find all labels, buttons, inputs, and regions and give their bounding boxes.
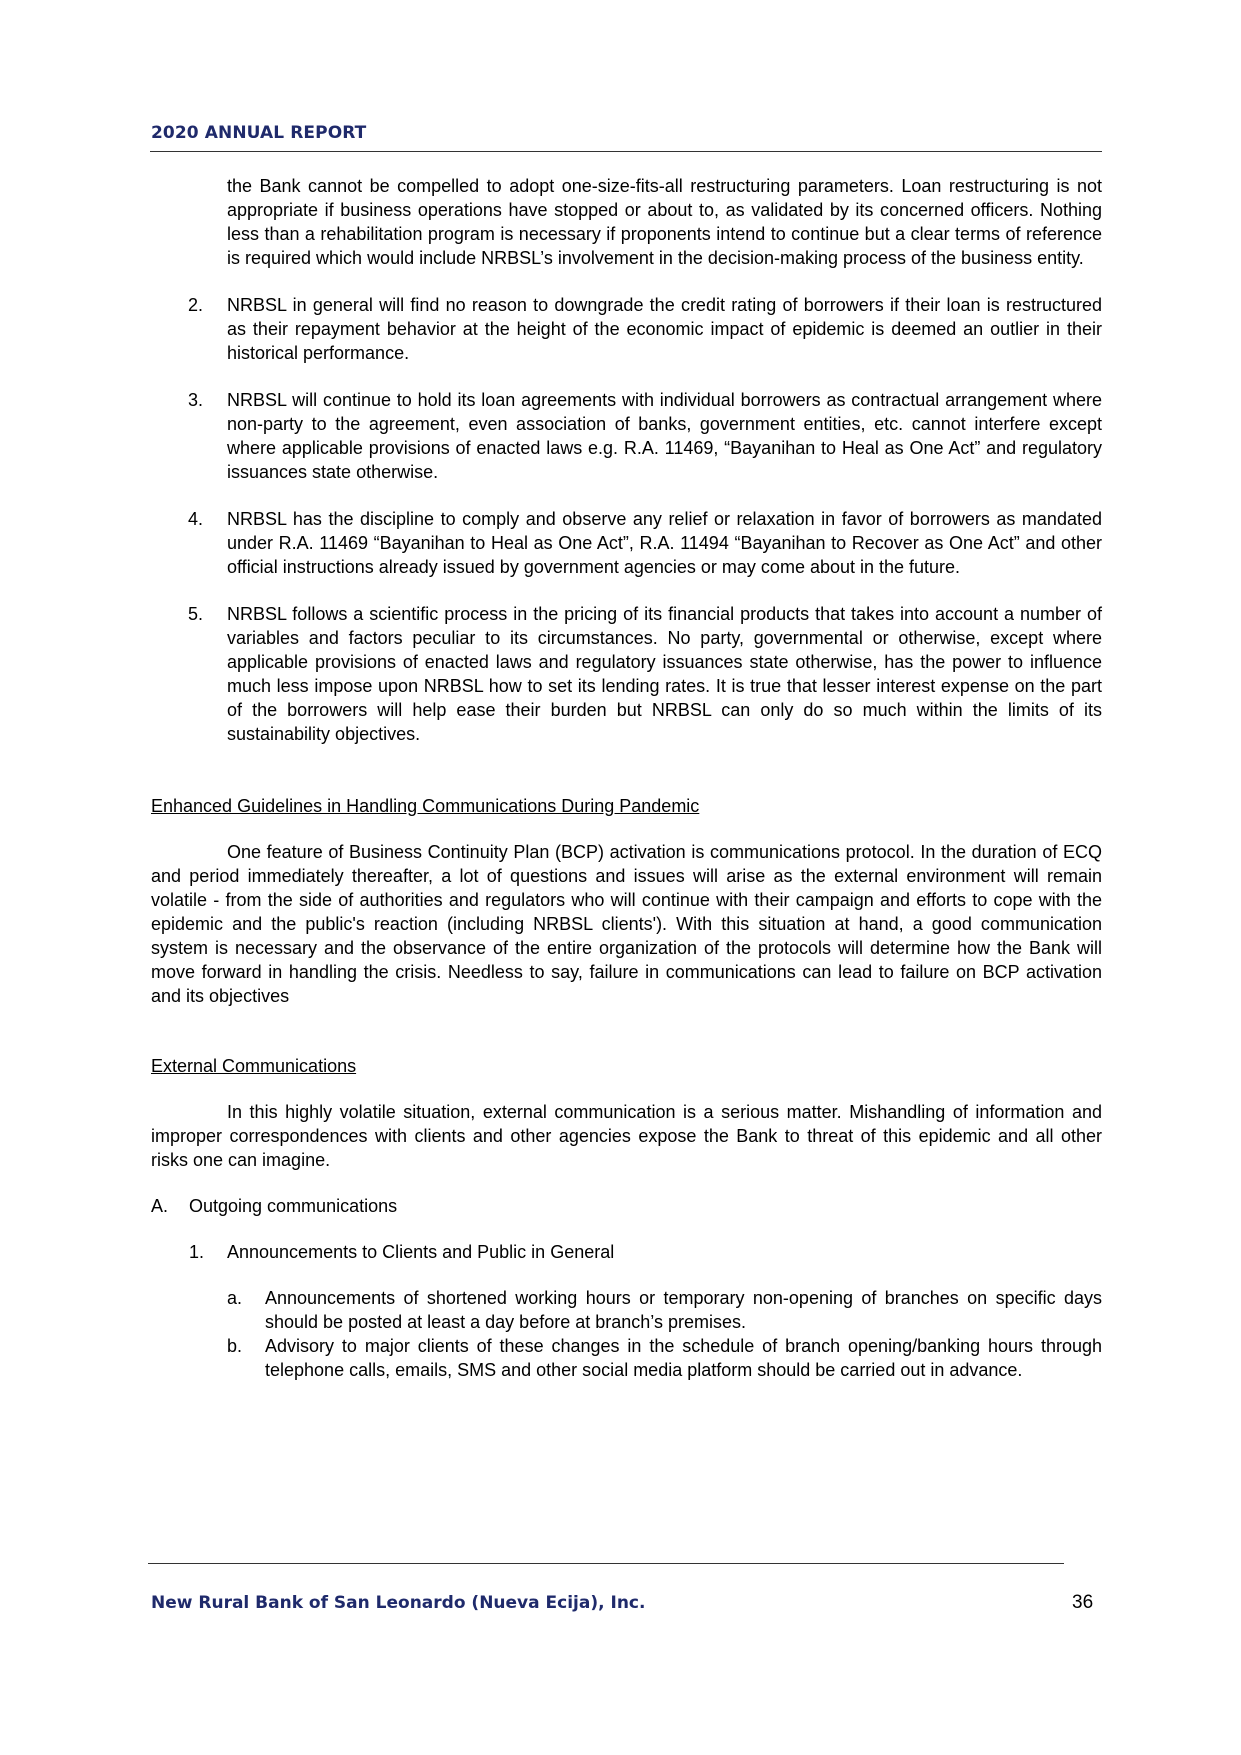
sub-list-item-text: Advisory to major clients of these changes in the schedule of branch opening/banking hours through telephone calls, emails, SMS and other social media platform should be carried out in advance.: [265, 1336, 1102, 1380]
list-item: [151, 602, 1102, 746]
list-item: [151, 293, 1102, 365]
list-item-number: 2.: [188, 295, 204, 315]
list-item-number: 3.: [188, 390, 204, 410]
sub-list-item-text: Announcements of shortened working hours or temporary non-opening of branches on specific days should be posted at least a day before at branch’s premises.: [265, 1288, 1102, 1332]
subsection-label: A.: [151, 1196, 169, 1216]
list-item-number: 5.: [188, 604, 204, 624]
footer-divider: [148, 1563, 1064, 1564]
list-item: [151, 388, 1102, 484]
sub-list-item: [151, 1334, 1102, 1382]
subsection-item-title: Announcements to Clients and Public in General: [227, 1242, 615, 1262]
list-item-text: NRBSL in general will find no reason to downgrade the credit rating of borrowers if their loan is restructured as their repayment behavior at the height of the economic impact of epidemic is deemed an outlier in their historical performance.: [227, 295, 1102, 363]
subsection-title: Outgoing communications: [189, 1196, 398, 1216]
page-number: 36: [1072, 1592, 1094, 1613]
section-paragraph-bcp: One feature of Business Continuity Plan (BCP) activation is communications protocol. In the duration of ECQ and period immediately thereafter, a lot of questions and issues will arise as the external environment will remain volatile - from the side of authorities and regulators who will continue with their campaign and efforts to cope with the epidemic and the public's reaction (including NRBSL clients'). With this situation at hand, a good communication system is necessary and the observance of the entire organization of the protocols will determine how the Bank will move forward in handling the crisis. Needless to say, failure in communications can lead to failure on BCP activation and its objectives: [151, 842, 1102, 1006]
subsection-item: [151, 1240, 1102, 1264]
section-paragraph-external: In this highly volatile situation, external communication is a serious matter. Mishandling of information and improper correspondences with clients and other agencies expose the Bank to threat of this epidemic and all other risks one can imagine.: [151, 1102, 1102, 1170]
section-heading-communications-guidelines: Enhanced Guidelines in Handling Communications During Pandemic: [151, 796, 700, 816]
continuation-paragraph: the Bank cannot be compelled to adopt one-size-fits-all restructuring parameters. Loan restructuring is not appropriate if business operations have stopped or about to, as validated by its concerned officers. Nothing less than a rehabilitation program is necessary if proponents intend to continue but a clear terms of reference is required which would include NRBSL’s involvement in the decision-making process of the business entity.: [227, 176, 1102, 268]
footer-organization: New Rural Bank of San Leonardo (Nueva Ecija), Inc.: [151, 1593, 646, 1613]
page-body: [151, 174, 1102, 1382]
sub-list-item: [151, 1286, 1102, 1334]
section-heading-external-communications: External Communications: [151, 1056, 357, 1076]
report-header-title: 2020 ANNUAL REPORT: [151, 123, 367, 143]
subsection-item-number: 1.: [189, 1242, 205, 1262]
list-item-text: NRBSL will continue to hold its loan agreements with individual borrowers as contractual arrangement where non-party to the agreement, even association of banks, government entities, etc. cannot interfere except where applicable provisions of enacted laws e.g. R.A. 11469, “Bayanihan to Heal as One Act” and regulatory issuances state otherwise.: [227, 390, 1102, 482]
sub-list-item-label: a.: [227, 1288, 243, 1308]
subsection-outgoing: [151, 1194, 1102, 1218]
list-item-text: NRBSL has the discipline to comply and observe any relief or relaxation in favor of borrowers as mandated under R.A. 11469 “Bayanihan to Heal as One Act”, R.A. 11494 “Bayanihan to Recover as One Act” and other official instructions already issued by government agencies or may come about in the future.: [227, 509, 1102, 577]
list-item-text: NRBSL follows a scientific process in the pricing of its financial products that takes into account a number of variables and factors peculiar to its circumstances. No party, governmental or otherwise, except where applicable provisions of enacted laws and regulatory issuances state otherwise, has the power to influence much less impose upon NRBSL how to set its lending rates. It is true that lesser interest expense on the part of the borrowers will help ease their burden but NRBSL can only do so much within the limits of its sustainability objectives.: [227, 604, 1102, 744]
header-divider: [150, 151, 1102, 152]
list-item: [151, 507, 1102, 579]
list-item-number: 4.: [188, 509, 204, 529]
sub-list-item-label: b.: [227, 1336, 243, 1356]
